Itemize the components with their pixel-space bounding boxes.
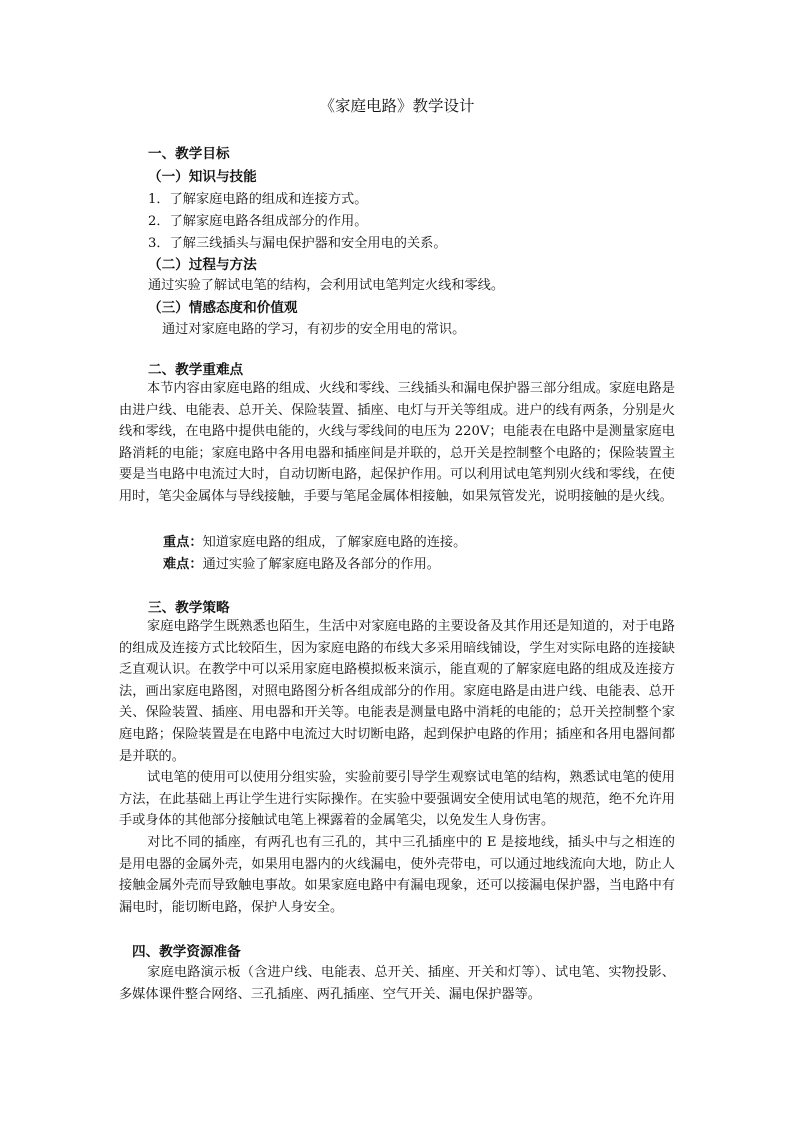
objective-item-3: 3．了解三线插头与漏电保护器和安全用电的关系。 bbox=[148, 236, 447, 251]
difficulty-label: 难点： bbox=[163, 557, 203, 572]
key-point-label: 重点： bbox=[163, 535, 203, 550]
difficulty-text: 通过实验了解家庭电路及各部分的作用。 bbox=[202, 557, 440, 572]
key-point-line bbox=[163, 531, 466, 550]
strategy-paragraph-3-text: 对比不同的插座，有两孔也有三孔的，其中三孔插座中的 E 是接地线，插头中与之相连的是用电器的金属外壳，如果用电器内的火线漏电，使外壳带电，可以通过地线流向大地，防止人接触金属外壳而导致触电事故。如果家庭电路中有漏电现象，还可以接漏电保护器，当电路中有漏电时，能切断电路，保护人身安全。 bbox=[119, 835, 675, 915]
objective-item-1: 1．了解家庭电路的组成和连接方式。 bbox=[148, 192, 368, 207]
subheading-attitude-values: （三）情感态度和价值观 bbox=[148, 300, 298, 316]
attitude-values-text: 通过对家庭电路的学习，有初步的安全用电的常识。 bbox=[162, 322, 466, 337]
section-heading-resources: 四、教学资源准备 bbox=[132, 944, 241, 960]
strategy-paragraph-3 bbox=[119, 832, 675, 918]
key-points-paragraph bbox=[119, 378, 675, 508]
subheading-knowledge-skills: （一）知识与技能 bbox=[148, 169, 257, 185]
section-heading-key-points: 二、教学重难点 bbox=[148, 362, 244, 378]
difficulty-line bbox=[163, 553, 440, 572]
process-method-text: 通过实验了解试电笔的结构，会利用试电笔判定火线和零线。 bbox=[148, 278, 505, 293]
key-points-paragraph-text: 本节内容由家庭电路的组成、火线和零线、三线插头和漏电保护器三部分组成。家庭电路是由进户线、电能表、总开关、保险装置、插座、电灯与开关等组成。进户的线有两条，分别是火线和零线，在电路中提供电能的，火线与零线间的电压为 220V；电能表在电路中是测量家庭电路消耗的电能；家庭电路中各用电器和插座间是并联的，总开关是控制整个电路的；保险装置主要是当电路中电流过大时，自动切断电路，起保护作用。可以利用试电笔判别火线和零线，在使用时，笔尖金属体与导线接触，手要与笔尾金属体相接触，如果氖管发光，说明接触的是火线。 bbox=[119, 381, 675, 504]
strategy-paragraph-1-text: 家庭电路学生既熟悉也陌生，生活中对家庭电路的主要设备及其作用还是知道的，对于电路的组成及连接方式比较陌生，因为家庭电路的布线大多采用暗线铺设，学生对实际电路的连接缺乏直观认识。在教学中可以采用家庭电路模拟板来演示，能直观的了解家庭电路的组成及连接方法，画出家庭电路图，对照电路图分析各组成部分的作用。家庭电路是由进户线、电能表、总开关、保险装置、插座、用电器和开关等。电能表是测量电路中消耗的电能的；总开关控制整个家庭电路；保险装置是在电路中电流过大时切断电路，起到保护电路的作用；插座和各用电器间都是并联的。 bbox=[119, 619, 675, 764]
resources-paragraph-text: 家庭电路演示板（含进户线、电能表、总开关、插座、开关和灯等）、试电笔、实物投影、多媒体课件整合网络、三孔插座、两孔插座、空气开关、漏电保护器等。 bbox=[119, 965, 675, 1002]
section-heading-strategy: 三、教学策略 bbox=[148, 600, 230, 616]
document-title: 《家庭电路》教学设计 bbox=[319, 97, 475, 115]
resources-paragraph bbox=[119, 962, 675, 1005]
objective-item-2: 2．了解家庭电路各组成部分的作用。 bbox=[148, 214, 368, 229]
strategy-paragraph-2-text: 试电笔的使用可以使用分组实验，实验前要引导学生观察试电笔的结构，熟悉试电笔的使用方法，在此基础上再让学生进行实际操作。在实验中要强调安全使用试电笔的规范，绝不允许用手或身体的其他部分接触试电笔上裸露着的金属笔尖，以免发生人身伤害。 bbox=[119, 770, 675, 829]
section-heading-objectives: 一、教学目标 bbox=[148, 146, 230, 162]
strategy-paragraph-2 bbox=[119, 767, 675, 832]
strategy-paragraph-1 bbox=[119, 616, 675, 767]
key-point-text: 知道家庭电路的组成，了解家庭电路的连接。 bbox=[202, 535, 467, 550]
subheading-process-method: （二）过程与方法 bbox=[148, 257, 257, 273]
